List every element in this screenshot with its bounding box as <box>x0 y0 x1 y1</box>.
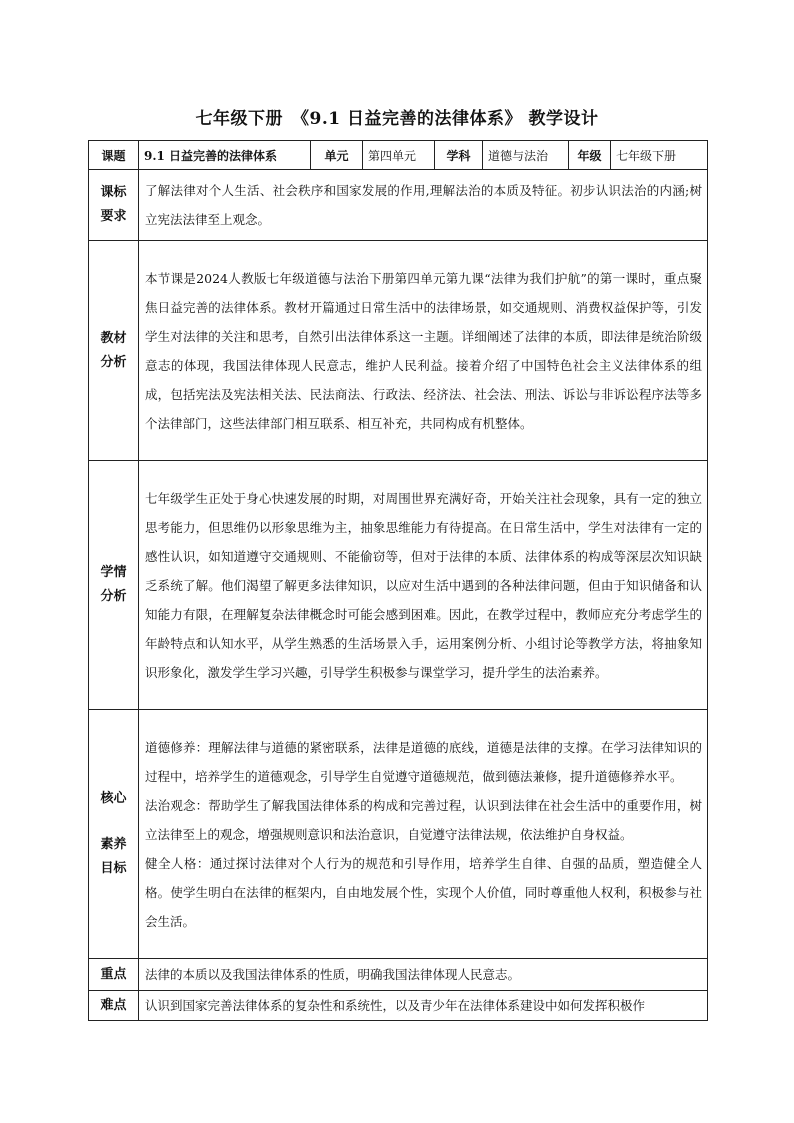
textbook-row <box>89 241 708 461</box>
literacy-personality: 健全人格：通过探讨法律对个人行为的规范和引导作用，培养学生自律、自强的品质，塑造健全人格。使学生明白在法律的框架内，自由地发展个性，实现个人价值，同时尊重他人权利，积极参与社会生活。 <box>145 855 702 929</box>
unit-label: 单元 <box>311 141 363 170</box>
curriculum-label <box>89 170 139 241</box>
curriculum-text: 了解法律对个人生活、社会秩序和国家发展的作用,理解法治的本质及特征。初步认识法治的内涵;树立宪法法律至上观念。 <box>139 170 708 241</box>
students-label-line-1: 学情 <box>100 565 127 580</box>
literacy-law: 法治观念：帮助学生了解我国法律体系的构成和完善过程，认识到法律在社会生活中的重要作用，树立法律至上的观念，增强规则意识和法治意识，自觉遵守法律法规，依法维护自身权益。 <box>145 797 702 842</box>
curriculum-label-line-2: 要求 <box>100 209 127 224</box>
difficulty-text: 认识到国家完善法律体系的复杂性和系统性，以及青少年在法律体系建设中如何发挥积极作 <box>139 991 708 1021</box>
document-title: 七年级下册 《9.1 日益完善的法律体系》 教学设计 <box>195 109 599 129</box>
students-row <box>89 461 708 710</box>
curriculum-row <box>89 170 708 241</box>
curriculum-label-line-1: 课标 <box>100 185 127 200</box>
difficulty-label: 难点 <box>89 991 139 1021</box>
grade-value: 七年级下册 <box>611 141 708 170</box>
textbook-label <box>89 241 139 461</box>
literacy-label-line-1: 核心 <box>100 791 127 806</box>
textbook-text: 本节课是2024人教版七年级道德与法治下册第四单元第九课“法律为我们护航”的第一课时，重点聚焦日益完善的法律体系。教材开篇通过日常生活中的法律场景，如交通规则、消费权益保护等，引发学生对法律的关注和思考，自然引出法律体系这一主题。详细阐述了法律的本质，即法律是统治阶级意志的体现，我国法律体现人民意志，维护人民利益。接着介绍了中国特色社会主义法律体系的组成，包括宪法及宪法相关法、民法商法、行政法、经济法、社会法、刑法、诉讼与非诉讼程序法等多个法律部门，这些法律部门相互联系、相互补充，共同构成有机整体。 <box>139 241 708 461</box>
key-point-text: 法律的本质以及我国法律体系的性质，明确我国法律体现人民意志。 <box>139 959 708 991</box>
literacy-moral: 道德修养：理解法律与道德的紧密联系，法律是道德的底线，道德是法律的支撑。在学习法律知识的过程中，培养学生的道德观念，引导学生自觉遵守道德规范，做到德法兼修，提升道德修养水平。 <box>145 739 702 784</box>
students-label-line-2: 分析 <box>100 589 127 604</box>
students-text: 七年级学生正处于身心快速发展的时期，对周围世界充满好奇，开始关注社会现象，具有一定的独立思考能力，但思维仍以形象思维为主，抽象思维能力有待提高。在日常生活中，学生对法律有一定的感性认识，如知道遵守交通规则、不能偷窃等，但对于法律的本质、法律体系的构成等深层次知识缺乏系统了解。他们渴望了解更多法律知识，以应对生活中遇到的各种法律问题，但由于知识储备和认知能力有限，在理解复杂法律概念时可能会感到困难。因此，在教学过程中，教师应充分考虑学生的年龄特点和认知水平，从学生熟悉的生活场景入手，运用案例分析、小组讨论等教学方法，将抽象知识形象化，激发学生学习兴趣，引导学生积极参与课堂学习，提升学生的法治素养。 <box>139 461 708 710</box>
students-label <box>89 461 139 710</box>
textbook-label-line-1: 教材 <box>100 330 127 346</box>
header-row <box>89 141 708 170</box>
key-point-label: 重点 <box>89 959 139 991</box>
key-point-row <box>89 959 708 991</box>
grade-label: 年级 <box>569 141 611 170</box>
difficulty-row <box>89 991 708 1021</box>
topic-label: 课题 <box>89 141 139 170</box>
literacy-label-line-3: 目标 <box>100 861 127 876</box>
lesson-plan-table <box>88 140 708 1021</box>
subject-value: 道德与法治 <box>483 141 569 170</box>
literacy-label <box>89 710 139 959</box>
textbook-label-line-2: 分析 <box>100 354 127 370</box>
subject-label: 学科 <box>435 141 483 170</box>
literacy-label-line-2: 素养 <box>100 837 127 852</box>
literacy-row <box>89 710 708 959</box>
literacy-text <box>139 710 708 959</box>
topic-value: 9.1 日益完善的法律体系 <box>139 141 311 170</box>
unit-value: 第四单元 <box>363 141 435 170</box>
